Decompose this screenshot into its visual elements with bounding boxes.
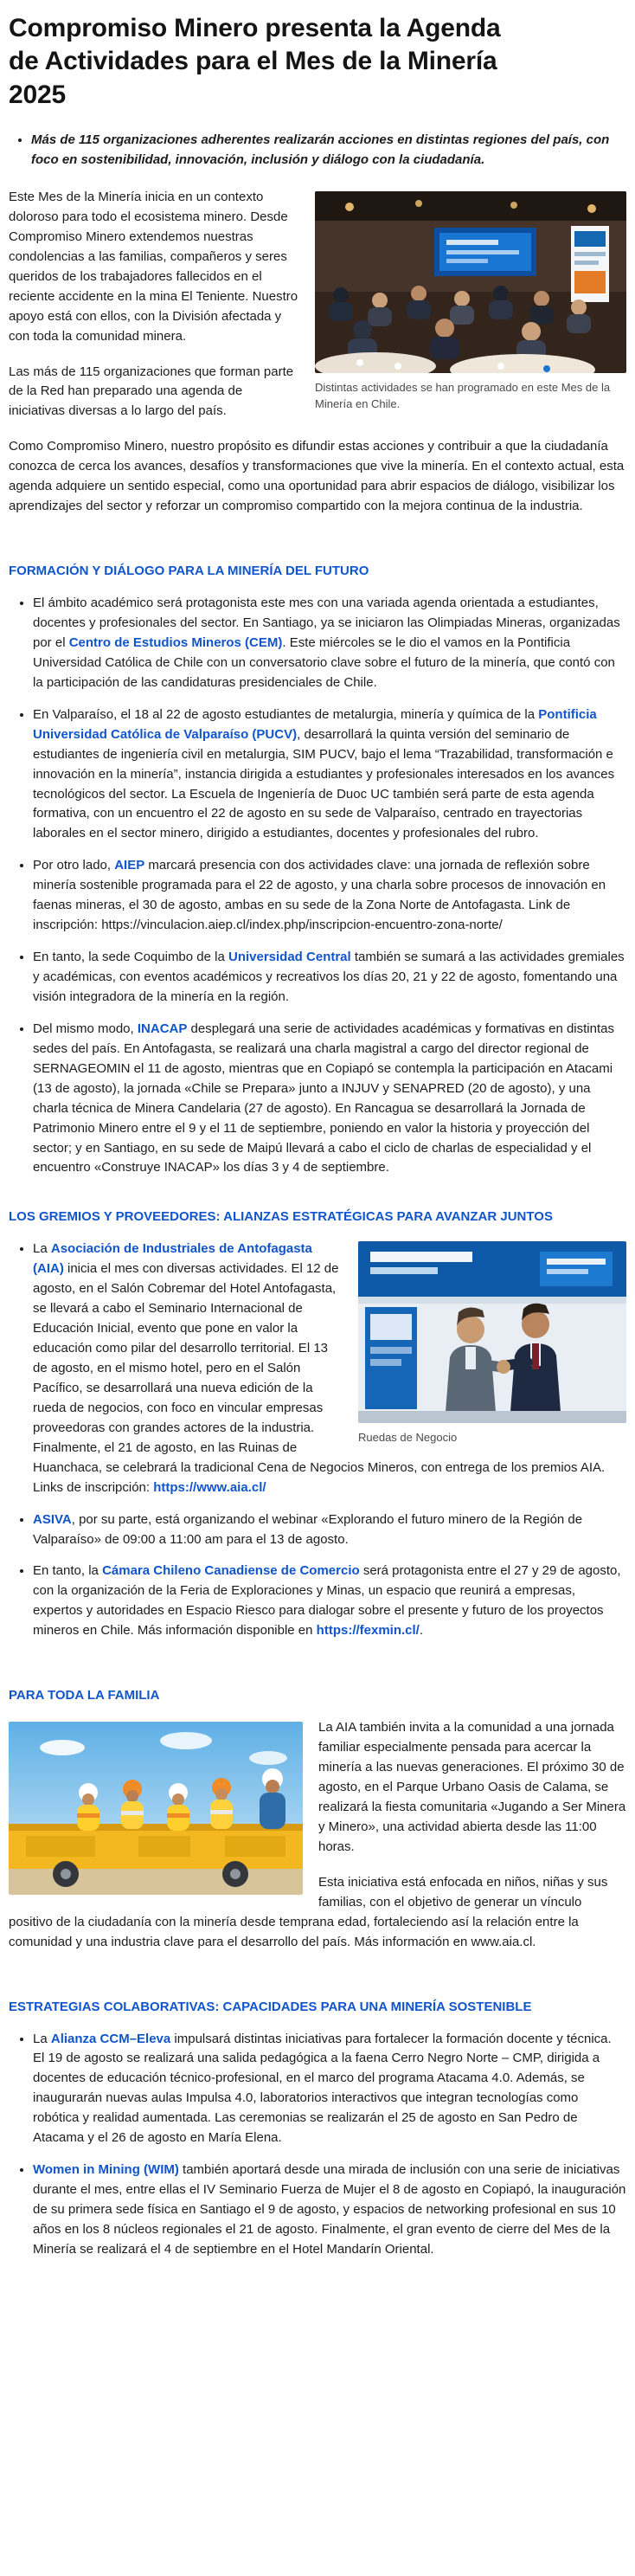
inline-link[interactable]: Centro de Estudios Mineros (CEM): [68, 634, 283, 650]
text-segment: será protagonista entre el 27 y 29 de agosto, con la organización de la Feria de Exploraciones y Minas, un espacio que reunirá a empresas, expertos y autoridades en Espacio Riesco para dialogar sobre el presente y futuro de los proyectos mineros en Chile. Más información disponible en: [33, 1563, 621, 1639]
item-olimpiadas-cem: [33, 594, 626, 693]
page-title: Compromiso Minero presenta la Agenda de Actividades para el Mes de la Minería 2025: [9, 14, 501, 109]
intro-paragraph-2: Las más de 115 organizaciones que forman parte de la Red han preparado una agenda de iniciativas diversas a lo largo del país.: [9, 364, 294, 419]
lead-item: • Más de 115 organizaciones adherentes realizarán acciones en distintas regiones del país, con foco en sostenibilidad, innovación, inclusión y diálogo con la ciudadanía.: [31, 131, 626, 171]
item-asiva: [33, 1510, 626, 1550]
text-segment: impulsará distintas iniciativas para fortalecer la formación docente y técnica. El 19 de agosto se realizará una salida pedagógica a la faena Cerro Negro Norte – CMP, dirigida a docentes de educación técnico-profesional, en el marco del programa Atacama 4.0. Además, se inaugurarán nuevas aulas Impulsa 4.0, laboratorios interactivos que integran tecnologías como robótica y realidad aumentada. Las ceremonias se realizarán el 25 de agosto en San Pedro de Atacama y el 26 de agosto en María Elena.: [33, 2031, 612, 2146]
text-segment: . Este miércoles se le dio el vamos en la Pontificia Universidad Católica de Chile con un conversatorio clave sobre el futuro de la minería, que contó con la participación de las candidaturas presidenciales de Chile.: [33, 634, 615, 690]
text-segment: Por otro lado,: [33, 858, 115, 873]
text-segment: La: [33, 1241, 51, 1257]
inline-link[interactable]: AIEP: [114, 858, 145, 873]
business-photo-figure: [358, 1241, 626, 1446]
inline-link[interactable]: Cámara Chileno Canadiense de Comercio: [102, 1563, 360, 1579]
inline-link[interactable]: ASIVA: [33, 1511, 72, 1527]
item-pucv-duoc: [33, 705, 626, 845]
business-photo-caption: • Ruedas de Negocio: [358, 1431, 458, 1445]
section-gremios: [9, 1208, 626, 1657]
section-heading-formacion: FORMACIÓN Y DIÁLOGO PARA LA MINERÍA DEL FUTURO: [9, 564, 369, 579]
text-segment: En tanto, la: [33, 1563, 103, 1579]
inline-link[interactable]: Asociación de Industriales de Antofagasta (AIA): [33, 1241, 312, 1277]
text-segment: La: [33, 2031, 51, 2046]
familia-content: [9, 1718, 626, 1967]
section-formacion: [9, 562, 626, 1178]
item-aia: [33, 1240, 626, 1497]
familia-paragraph-2: Esta iniciativa está enfocada en niños, niñas y sus familias, con el objetivo de generar un vínculo positivo de la ciudadanía con la minería desde temprana edad, fortaleciendo así la relación entre la comunidad y una industria clave para el desarrollo del país. Más información en www.aia.cl.: [9, 1874, 608, 1949]
business-meeting-photo: [358, 1241, 626, 1423]
inline-link[interactable]: INACAP: [137, 1021, 188, 1036]
section-familia: [9, 1686, 626, 1967]
text-segment: marcará presencia con dos actividades clave: una jornada de reflexión sobre minería sostenible programada para el 22 de agosto, y una charla sobre procesos de innovación en faenas mineras, el 30 de agosto, ambas en su sede de la Zona Norte de Antofagasta. Link de inscripción: https://vinculacion.aiep.cl/index.php/inscripcion-encuentro-zona-norte/: [33, 858, 606, 933]
gremios-list: [9, 1240, 626, 1641]
text-segment: también se sumará a las actividades gremiales y académicas, con eventos académicos y recreativos los días 20, 21 y 22 de agosto, fomentando una visión integradora de la minería en la región.: [33, 950, 625, 1004]
text-segment: .: [419, 1623, 424, 1639]
section-heading-estrategias: ESTRATEGIAS COLABORATIVAS: CAPACIDADES PARA UNA MINERÍA SOSTENIBLE: [9, 1999, 532, 2014]
estrategias-list: [9, 2030, 626, 2260]
inline-link[interactable]: https://www.aia.cl/: [153, 1479, 266, 1495]
inline-link[interactable]: Women in Mining (WIM): [33, 2162, 179, 2178]
section-estrategias: [9, 1998, 626, 2260]
text-segment: , desarrollará la quinta versión del seminario de estudiantes de ingeniería civil en metalurgia, SIM PUCV, bajo el lema “Trazabilidad, transformación e innovación en la minería”, instancia dirigida a estudiantes y profesionales interesados en los avances tecnológicos del sector. La Escuela de Ingeniería de Duoc UC también será parte de esta agenda formativa, con un encuentro el 22 de agosto en su sede de Valparaíso, centrado en trayectorias laborales en el sector minero, dirigido a estudiantes, docentes y profesionales del rubro.: [33, 726, 615, 841]
text-segment: desplegará una serie de actividades académicas y formativas en distintas sedes del país. En Antofagasta, se realizará una charla magistral a cargo del director regional de SERNAGEOMIN el 11 de agosto, mientras que en Copiapó se contempla la participación en Atacami (13 de agosto), la jornada «Chile se Prepara» junto a INJUV y SENAPRED (20 de agosto), y una charla técnica de Minera Candelaria (27 de agosto). En Rancagua se desarrollará la Jornada de Patrimonio Minero entre el 9 y el 11 de septiembre, poniendo en valor la historia y proyección del sector; y en Santiago, en su sede de Maipú llevará a cabo el ciclo de charlas de especialidad y el encuentro «Construye INACAP» los días 3 y 4 de septiembre.: [33, 1021, 614, 1175]
text-segment: también aportará desde una mirada de inclusión con una serie de iniciativas durante el mes, entre ellas el IV Seminario Fuerza de Mujer el 8 de agosto en Copiapó, la inauguración de su primera sede física en Santiago el 9 de agosto, y espacios de networking profesional en sus 10 años en los 8 núcleos regionales el 21 de agosto. Finalmente, el gran evento de cierre del Mes de la Minería se realizará el 4 de septiembre en el Hotel Mandarín Oriental.: [33, 2162, 626, 2257]
item-ccm-eleva: [33, 2030, 626, 2149]
inline-link[interactable]: Alianza CCM–Eleva: [50, 2031, 171, 2046]
intro-paragraph-3: Como Compromiso Minero, nuestro propósito es difundir estas acciones y contribuir a que la ciudadanía conozca de cerca los avances, desafíos y transformaciones que vive la minería. En el contexto actual, esta agenda adquiere un sentido especial, como una oportunidad para abrir espacios de diálogo, visibilizar los aprendizajes del sector y reforzar un compromiso compartido con la mejora continua de la industria.: [9, 439, 625, 514]
family-event-photo: [9, 1722, 303, 1895]
text-segment: El ámbito académico será protagonista este mes con una variada agenda orientada a estudiantes, docentes y profesionales del sector. En Santiago, ya se iniciaron las Olimpiadas Mineras, organizadas por el: [33, 596, 620, 650]
formacion-list: [9, 594, 626, 1178]
section-heading-familia: PARA TODA LA FAMILIA: [9, 1688, 160, 1703]
item-aiep: [33, 856, 626, 936]
conference-photo-caption: Distintas actividades se han programado en este Mes de la Minería en Chile.: [315, 381, 611, 410]
conference-photo: [315, 191, 626, 373]
family-photo-figure: [9, 1722, 303, 1895]
text-segment: , por su parte, está organizando el webinar «Explorando el futuro minero de la Región de Valparaíso» de 09:00 a 11:00 am para el 13 de agosto.: [33, 1511, 583, 1547]
section-heading-gremios: LOS GREMIOS Y PROVEEDORES: ALIANZAS ESTRATÉGICAS PARA AVANZAR JUNTOS: [9, 1209, 553, 1225]
intro-paragraph-1: Este Mes de la Minería inicia en un contexto doloroso para todo el ecosistema minero. Desde Compromiso Minero extendemos nuestras condolencias a las familias, compañeros y seres queridos de los trabajadores fallecidos en el reciente accidente en la mina El Teniente. Nuestro apoyo está con ellos, con la División afectada y con toda la comunidad minera.: [9, 190, 298, 344]
conference-photo-figure: [315, 191, 626, 413]
item-universidad-central: [33, 948, 626, 1008]
inline-link[interactable]: Universidad Central: [228, 950, 351, 965]
text-segment: inicia el mes con diversas actividades. El 12 de agosto, en el Salón Cobremar del Hotel Antofagasta, se llevará a cabo el Seminario Internacional de Educación Inicial, evento que pone en valor la educación como pilar del desarrollo territorial. El 13 de agosto, en el mismo hotel, pero en el Salón Pacífico, se desarrollará una nueva edición de la rueda de negocios, con foco en vincular empresas proveedoras con grandes actores de la industria. Finalmente, el 21 de agosto, en las Ruinas de Huanchaca, se celebrará la tradicional Cena de Negocios Mineros, con entrega de los premios AIA. Links de inscripción:: [33, 1261, 606, 1495]
item-camara-chileno-canadiense: [33, 1562, 626, 1641]
text-segment: Del mismo modo,: [33, 1021, 138, 1036]
familia-paragraph-1: La AIA también invita a la comunidad a una jornada familiar especialmente pensada para acercar la minería a las nuevas generaciones. El próximo 30 de agosto, en el Parque Urbano Oasis de Calama, se realizará la fiesta comunitaria «Jugando a Ser Minera y Minero», una actividad abierta desde las 11:00 horas.: [318, 1720, 626, 1854]
item-wim: [33, 2161, 626, 2260]
intro-section: [9, 188, 626, 532]
inline-link[interactable]: Pontificia Universidad Católica de Valparaíso (PUCV): [33, 706, 597, 742]
text-segment: En tanto, la sede Coquimbo de la: [33, 950, 228, 965]
inline-link[interactable]: https://fexmin.cl/: [316, 1623, 420, 1639]
lead-list: [9, 131, 626, 171]
item-inacap: [33, 1020, 626, 1179]
text-segment: En Valparaíso, el 18 al 22 de agosto estudiantes de metalurgia, minería y química de la: [33, 706, 539, 722]
